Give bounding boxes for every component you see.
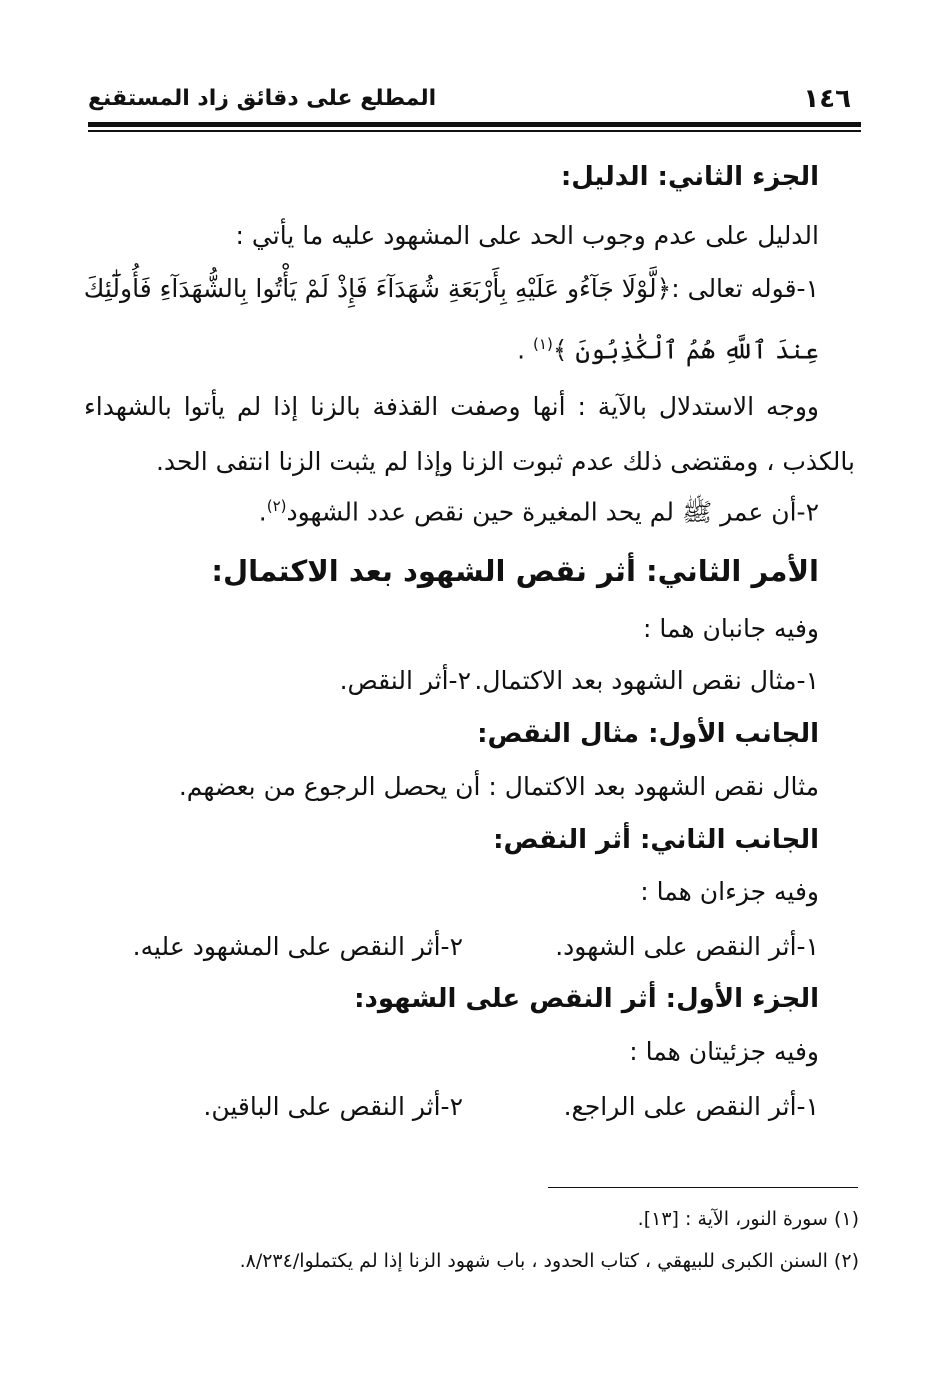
aspect-item-2: ٢-أثر النقص. [339,666,471,695]
aspect-item-1: ١-مثال نقص الشهود بعد الاكتمال. [474,666,819,695]
page-header [88,80,861,116]
heading-part-one: الجزء الأول: أثر النقص على الشهود: [354,984,819,1014]
example-text: مثال نقص الشهود بعد الاكتمال : أن يحصل الرجوع من بعضهم. [178,772,819,801]
running-title: المطلع على دقائق زاد المستقنع [88,86,437,111]
item-2-end: . [258,497,267,527]
item-1-end: . [517,335,526,365]
footnote-1: (١) سورة النور، الآية : [١٣]. [637,1208,859,1230]
footnote-marker-1: (١) [533,335,553,353]
inference-line-2: بالكذب ، ومقتضى ذلك عدم ثبوت الزنا وإذا لم يثبت الزنا انتفى الحد. [155,447,855,476]
heading-aspect-two: الجانب الثاني: أثر النقص: [493,825,819,855]
item-1-line-1 [84,275,819,304]
heading-matter-two: الأمر الثاني: أثر نقص الشهود بعد الاكتمال: [211,554,819,588]
header-rule-thick [88,122,861,127]
item-1-line-2 [517,336,819,365]
heading-aspect-one: الجانب الأول: مثال النقص: [477,719,819,749]
item-1-prefix: ١-قوله تعالى : [671,274,819,303]
page-number: ١٤٦ [803,84,851,114]
two-subparts-intro: وفيه جزئيتان هما : [629,1037,819,1066]
two-parts-intro: وفيه جزءان هما : [640,877,819,906]
item-2-text: ٢-أن عمر ﷺ لم يحد المغيرة حين نقص عدد الشهود [286,497,819,527]
part-item-2: ٢-أثر النقص على المشهود عليه. [132,932,463,961]
footnote-separator [548,1187,858,1188]
two-aspects-intro: وفيه جانبان هما : [642,614,819,643]
quran-verse-line-2: عِندَ ٱللَّهِ هُمُ ٱلْكَٰذِبُونَ ﴾ [552,335,819,365]
heading-part-two-evidence: الجزء الثاني: الدليل: [560,162,819,192]
item-2 [259,498,819,527]
header-rule-thin [88,130,861,132]
footnote-2: (٢) السنن الكبرى للبيهقي ، كتاب الحدود ، باب شهود الزنا إذا لم يكتملوا/٨/٢٣٤. [239,1250,859,1272]
subpart-item-2: ٢-أثر النقص على الباقين. [203,1092,463,1121]
footnote-marker-2: (٢) [266,497,287,515]
inference-line-1: ووجه الاستدلال بالآية : أنها وصفت القذفة بالزنا إذا لم يأتوا بالشهداء [84,392,819,421]
quran-verse-line-1: ﴿لَّوْلَا جَآءُو عَلَيْهِ بِأَرْبَعَةِ شُهَدَآءَ فَإِذْ لَمْ يَأْتُوا بِالشُّهَدَآءِ فَأُولَٰٓئِكَ [83,274,672,303]
evidence-intro: الدليل على عدم وجوب الحد على المشهود عليه ما يأتي : [235,221,819,250]
subpart-item-1: ١-أثر النقص على الراجع. [563,1092,819,1121]
part-item-1: ١-أثر النقص على الشهود. [555,932,819,961]
